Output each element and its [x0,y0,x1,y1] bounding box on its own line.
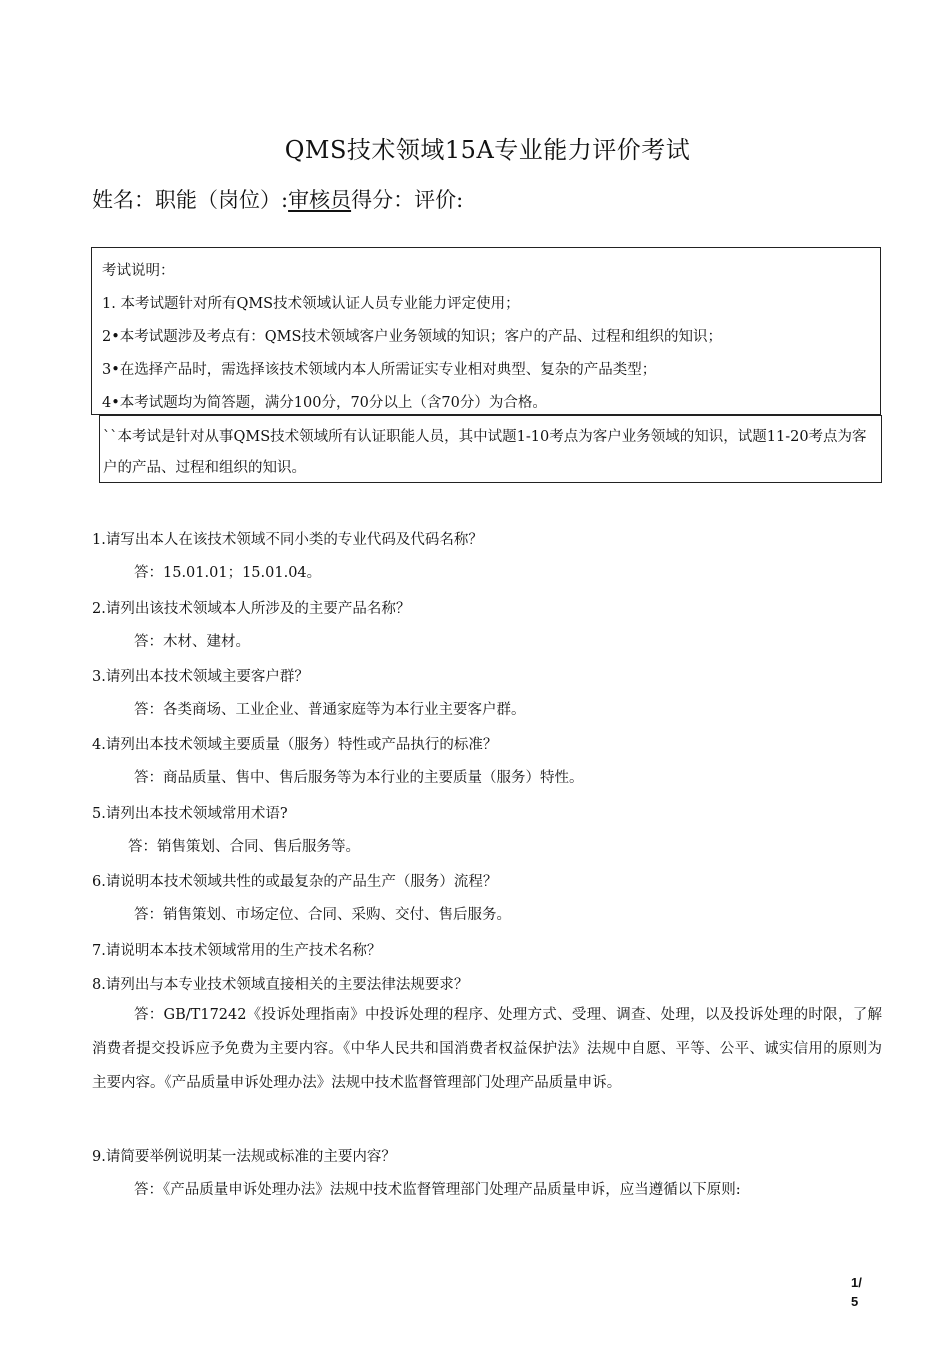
instructions-box [91,247,881,415]
answer-text: 答：GB/T17242《投诉处理指南》中投诉处理的程序、处理方式、受理、调查、处理，以及投诉处理的时限，了解消费者提交投诉应予免费为主要内容。《中华人民共和国消费者权益保护法》法规中自愿、平等、公平、诚实信用的原则为主要内容。《产品质量申诉处理办法》法规中技术监督管理部门处理产品质量申诉。 [92,1007,882,1091]
question-1 [92,528,882,582]
question-4 [92,733,882,787]
question-text: 8.请列出与本专业技术领域直接相关的主要法律法规要求？ [92,977,469,993]
question-text: 6.请说明本技术领域共性的或最复杂的产品生产（服务）流程？ [92,874,498,890]
answer-text: 答：销售策划、合同、售后服务等。 [128,839,360,855]
question-3 [92,665,882,719]
page-title: QMS技术领域15A专业能力评价考试 [284,136,691,164]
question-text: 7.请说明本本技术领域常用的生产技术名称？ [92,943,382,959]
question-text: 2.请列出该技术领域本人所涉及的主要产品名称？ [92,601,411,617]
exam-note-box: ``本考试是针对从事QMS技术领域所有认证职能人员，其中试题1-10考点为客户业务领域的知识，试题11-20考点为客户的产品、过程和组织的知识。 [99,415,882,483]
header-info-line [92,184,463,214]
header-score-evaluation-label: 得分：评价: [351,188,464,212]
instructions-heading: 考试说明： [102,263,175,279]
page-number-total: 5 [851,1294,859,1309]
answer-text: 答：《产品质量申诉处理办法》法规中技术监督管理部门处理产品质量申诉，应当遵循以下原则: [134,1182,741,1198]
header-role-value: 审核员 [288,188,352,212]
instruction-item: 1. 本考试题针对所有QMS技术领域认证人员专业能力评定使用； [102,296,520,312]
question-text: 1.请写出本人在该技术领域不同小类的专业代码及代码名称？ [92,532,483,548]
question-text: 5.请列出本技术领域常用术语? [92,806,288,822]
question-7 [92,939,882,960]
answer-text: 答：木材、建材。 [134,634,250,650]
page-number [851,1273,862,1311]
question-text: 3.请列出本技术领域主要客户群？ [92,669,309,685]
question-9 [92,1145,882,1199]
instruction-item: 3•在选择产品时，需选择该技术领域内本人所需证实专业相对典型、复杂的产品类型； [102,362,657,378]
question-text: 4.请列出本技术领域主要质量（服务）特性或产品执行的标准？ [92,737,498,753]
answer-text: 答：销售策划、市场定位、合同、采购、交付、售后服务。 [134,907,511,923]
answer-text: 答：各类商场、工业企业、普通家庭等为本行业主要客户群。 [134,702,526,718]
instruction-item: 4•本考试题均为简答题，满分100分，70分以上（含70分）为合格。 [102,395,547,411]
header-name-role-label: 姓名：职能（岗位）: [92,188,289,212]
answer-text: 答：商品质量、售中、售后服务等为本行业的主要质量（服务）特性。 [134,770,584,786]
question-2 [92,597,882,651]
question-8 [92,973,882,1100]
answer-text: 答：15.01.01；15.01.04。 [134,565,322,581]
instruction-item: 2•本考试题涉及考点有：QMS技术领域客户业务领域的知识；客户的产品、过程和组织的知识； [102,329,722,345]
question-text: 9.请简要举例说明某一法规或标准的主要内容？ [92,1149,396,1165]
page-number-current: 1/ [851,1275,862,1290]
question-6 [92,870,882,924]
question-5 [92,802,882,856]
